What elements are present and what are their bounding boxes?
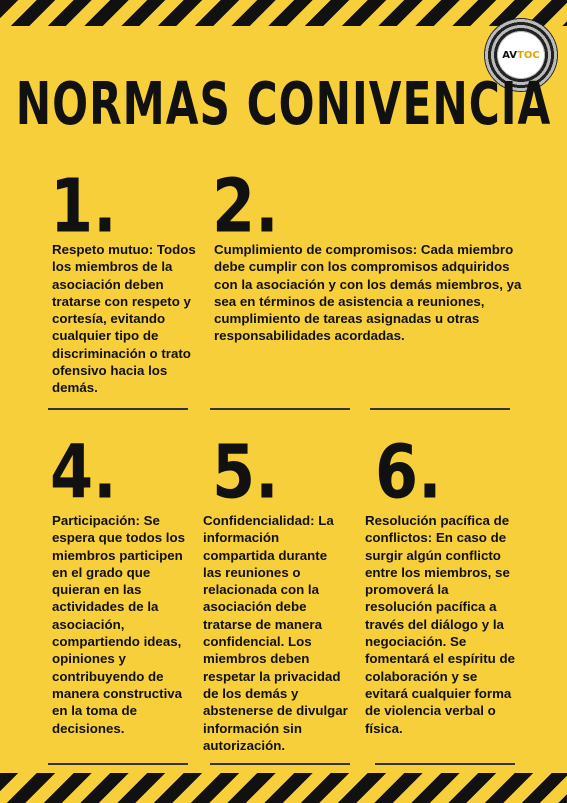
divider bbox=[210, 763, 350, 765]
divider bbox=[48, 763, 188, 765]
rule-4-number: 4. bbox=[50, 428, 117, 516]
rule-1-text: Respeto mutuo: Todos los miembros de la asociación deben tratarse con respeto y cortesía, evitando cualquier tipo de discriminación o trato ofensivo hacia los demás. bbox=[52, 242, 196, 396]
rule-5-number: 5. bbox=[212, 428, 279, 516]
top-hazard-stripes bbox=[0, 0, 567, 26]
rule-6-text: Resolución pacífica de conflictos: En caso de surgir algún conflicto entre los miembros, se promoverá la resolución pacífica a través del diálogo y la negociación. Se fomentará el espíritu de colaboración y se evitará cualquier forma de violencia verbal o física. bbox=[365, 513, 515, 736]
divider bbox=[48, 408, 188, 410]
logo-text-toc: TOC bbox=[517, 49, 540, 61]
page-title: NORMAS CONIVENCIA bbox=[15, 70, 552, 139]
divider bbox=[375, 763, 515, 765]
rule-1-number: 1. bbox=[50, 162, 117, 250]
divider bbox=[370, 408, 510, 410]
rule-4-text: Participación: Se espera que todos los miembros participen en el grado que quieran en las actividades de la asociación, compartiendo ideas, opiniones y contribuyendo de manera constructiva en la toma de decisiones. bbox=[52, 513, 186, 736]
rule-2-text: Cumplimiento de compromisos: Cada miembro debe cumplir con los compromisos adquiridos con la asociación y con los demás miembros, ya sea en términos de asistencia a reuniones, cumplimiento de tareas asignadas u otras responsabilidades acordadas. bbox=[214, 242, 522, 344]
rule-2-number: 2. bbox=[212, 162, 279, 250]
rule-5-text: Confidencialidad: La información compartida durante las reuniones o relacionada con la asociación debe tratarse de manera confidencial. Los miembros deben respetar la privacidad de los demás y abstenerse de divulgar información sin autorización. bbox=[203, 513, 348, 753]
logo-text-av: AV bbox=[502, 49, 518, 61]
bottom-hazard-stripes bbox=[0, 773, 567, 803]
rule-6-number: 6. bbox=[375, 428, 442, 516]
divider bbox=[210, 408, 350, 410]
